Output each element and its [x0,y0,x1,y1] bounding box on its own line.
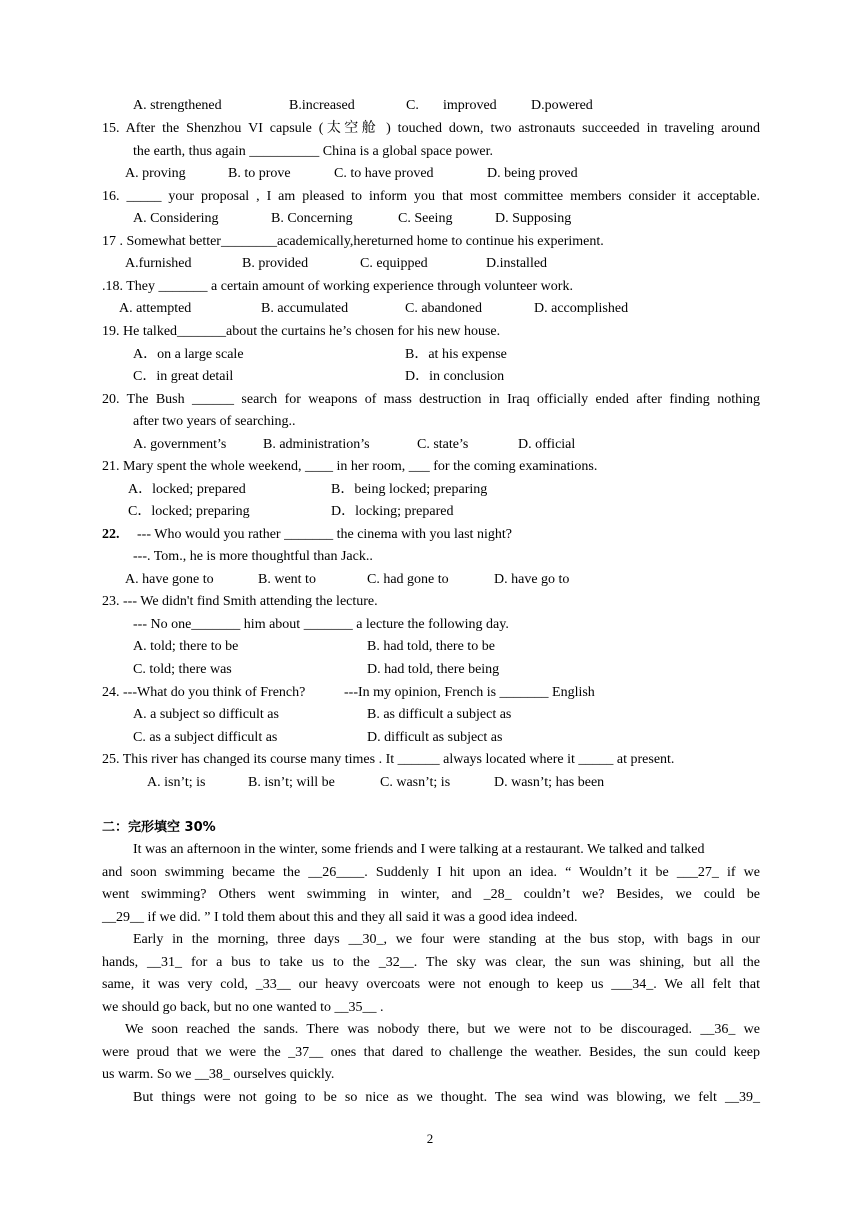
q18-stem: .18. They _______ a certain amount of working experience through volunteer work. [102,279,573,294]
q21-stem: 21. Mary spent the whole weekend, ____ in her room, ___ for the coming examinations. [102,459,598,474]
q20-option-a: A. government’s [133,437,227,452]
q17-option-c: C. equipped [360,256,428,271]
page-number: 2 [426,1131,434,1146]
q16-option-a: A. Considering [133,211,219,226]
passage-p2-line3: same, it was very cold, _33__ our heavy overcoats were not enough to keep us ___34_. We all felt that [102,977,760,992]
q15-option-a: A. proving [125,166,186,181]
q24-option-c: C. as a subject difficult as [133,730,278,745]
q14-option-c-text: improved [443,98,497,113]
q24-option-d: D. difficult as subject as [367,730,503,745]
q20-option-c: C. state’s [417,437,469,452]
q14-option-b: B.increased [289,98,355,113]
q23-option-a: A. told; there to be [133,639,239,654]
q14-option-a: A. strengthened [133,98,222,113]
q15-option-c: C. to have proved [334,166,434,181]
q18-option-b: B. accumulated [261,301,349,316]
q22-option-d: D. have go to [494,572,570,587]
passage-p1-line2: and soon swimming became the __26____. Suddenly I hit upon an idea. “ Wouldn’t it be ___27_ if we [102,865,760,880]
q19-option-d: D．in conclusion [405,369,505,384]
q18-option-a: A. attempted [119,301,192,316]
q24-option-a: A. a subject so difficult as [133,707,279,722]
passage-p3-line1: We soon reached the sands. There was nobody there, but we were not to be discouraged. __36_ we [125,1022,760,1037]
q20-option-b: B. administration’s [263,437,370,452]
passage-p1-line3: went swimming? Others went swimming in winter, and _28_ couldn’t we? Besides, we could be [102,887,760,902]
q19-stem: 19. He talked_______about the curtains he’s chosen for his new house. [102,324,501,339]
q22-stem: --- Who would you rather _______ the cinema with you last night? [137,527,512,542]
q14-option-c: C. [406,98,419,113]
passage-p2-line4: we should go back, but no one wanted to __35__ . [102,1000,384,1015]
q22-number: 22. [102,527,120,542]
q18-option-d: D. accomplished [534,301,629,316]
q22-option-c: C. had gone to [367,572,449,587]
q19-option-a: A．on a large scale [133,347,244,362]
q25-option-b: B. isn’t; will be [248,775,335,790]
q25-stem: 25. This river has changed its course many times . It ______ always located where it _____ at present. [102,752,675,767]
q21-option-d: D．locking; prepared [331,504,454,519]
q22-option-b: B. went to [258,572,316,587]
q24-stem: 24. ---What do you think of French? [102,685,306,700]
q20-option-d: D. official [518,437,576,452]
q23-option-c: C. told; there was [133,662,232,677]
q25-option-c: C. wasn’t; is [380,775,451,790]
q16-option-b: B. Concerning [271,211,353,226]
q15-stem-cont: the earth, thus again __________ China is a global space power. [133,144,494,159]
q25-option-a: A. isn’t; is [147,775,206,790]
passage-p3-line3: us warm. So we __38_ ourselves quickly. [102,1067,335,1082]
q15-option-b: B. to prove [228,166,291,181]
q16-stem: 16. _____ your proposal , I am pleased to inform you that most committee members consider it acceptable. [102,189,760,204]
q17-option-a: A.furnished [125,256,192,271]
passage-p4-line1: But things were not going to be so nice as we thought. The sea wind was blowing, we felt __39_ [133,1090,760,1105]
q24-stem-answer: ---In my opinion, French is _______ English [344,685,595,700]
q16-option-d: D. Supposing [495,211,572,226]
q19-option-c: C．in great detail [133,369,234,384]
q15-option-d: D. being proved [487,166,578,181]
q17-stem: 17 . Somewhat better________academically,hereturned home to continue his experiment. [102,234,604,249]
q20-stem: 20. The Bush ______ search for weapons of mass destruction in Iraq officially ended after finding nothing [102,392,760,407]
q23-stem-cont: --- No one_______ him about _______ a lecture the following day. [133,617,509,632]
q23-option-d: D. had told, there being [367,662,500,677]
q17-option-b: B. provided [242,256,309,271]
q14-option-d: D.powered [531,98,593,113]
q21-option-a: A．locked; prepared [128,482,246,497]
passage-p2-line2: hands, __31_ for a bus to take us to the _32__. The sky was clear, the sun was shining, but all the [102,955,760,970]
q21-option-c: C．locked; preparing [128,504,250,519]
q21-option-b: B．being locked; preparing [331,482,488,497]
passage-p3-line2: were proud that we were the _37__ ones that dared to challenge the weather. Besides, the sun could keep [102,1045,760,1060]
q23-stem: 23. --- We didn't find Smith attending the lecture. [102,594,378,609]
q18-option-c: C. abandoned [405,301,482,316]
passage-p2-line1: Early in the morning, three days __30_, we four were standing at the bus stop, with bags in our [133,932,760,947]
q20-stem-cont: after two years of searching.. [133,414,296,429]
passage-p1-line1: It was an afternoon in the winter, some friends and I were talking at a restaurant. We talked and talked [133,842,705,857]
q17-option-d: D.installed [486,256,548,271]
q19-option-b: B．at his expense [405,347,507,362]
q15-stem: 15. After the Shenzhou VI capsule (太空舱 ) touched down, two astronauts succeeded in traveling around [102,121,760,136]
q25-option-d: D. wasn’t; has been [494,775,605,790]
q22-stem-cont: ---. Tom., he is more thoughtful than Jack.. [133,549,373,564]
q23-option-b: B. had told, there to be [367,639,495,654]
section-heading-cloze: 二：完形填空 30% [102,820,216,835]
q16-option-c: C. Seeing [398,211,453,226]
q22-option-a: A. have gone to [125,572,214,587]
q24-option-b: B. as difficult a subject as [367,707,512,722]
passage-p1-line4: __29__ if we did. ” I told them about this and they all said it was a good idea indeed. [102,910,578,925]
